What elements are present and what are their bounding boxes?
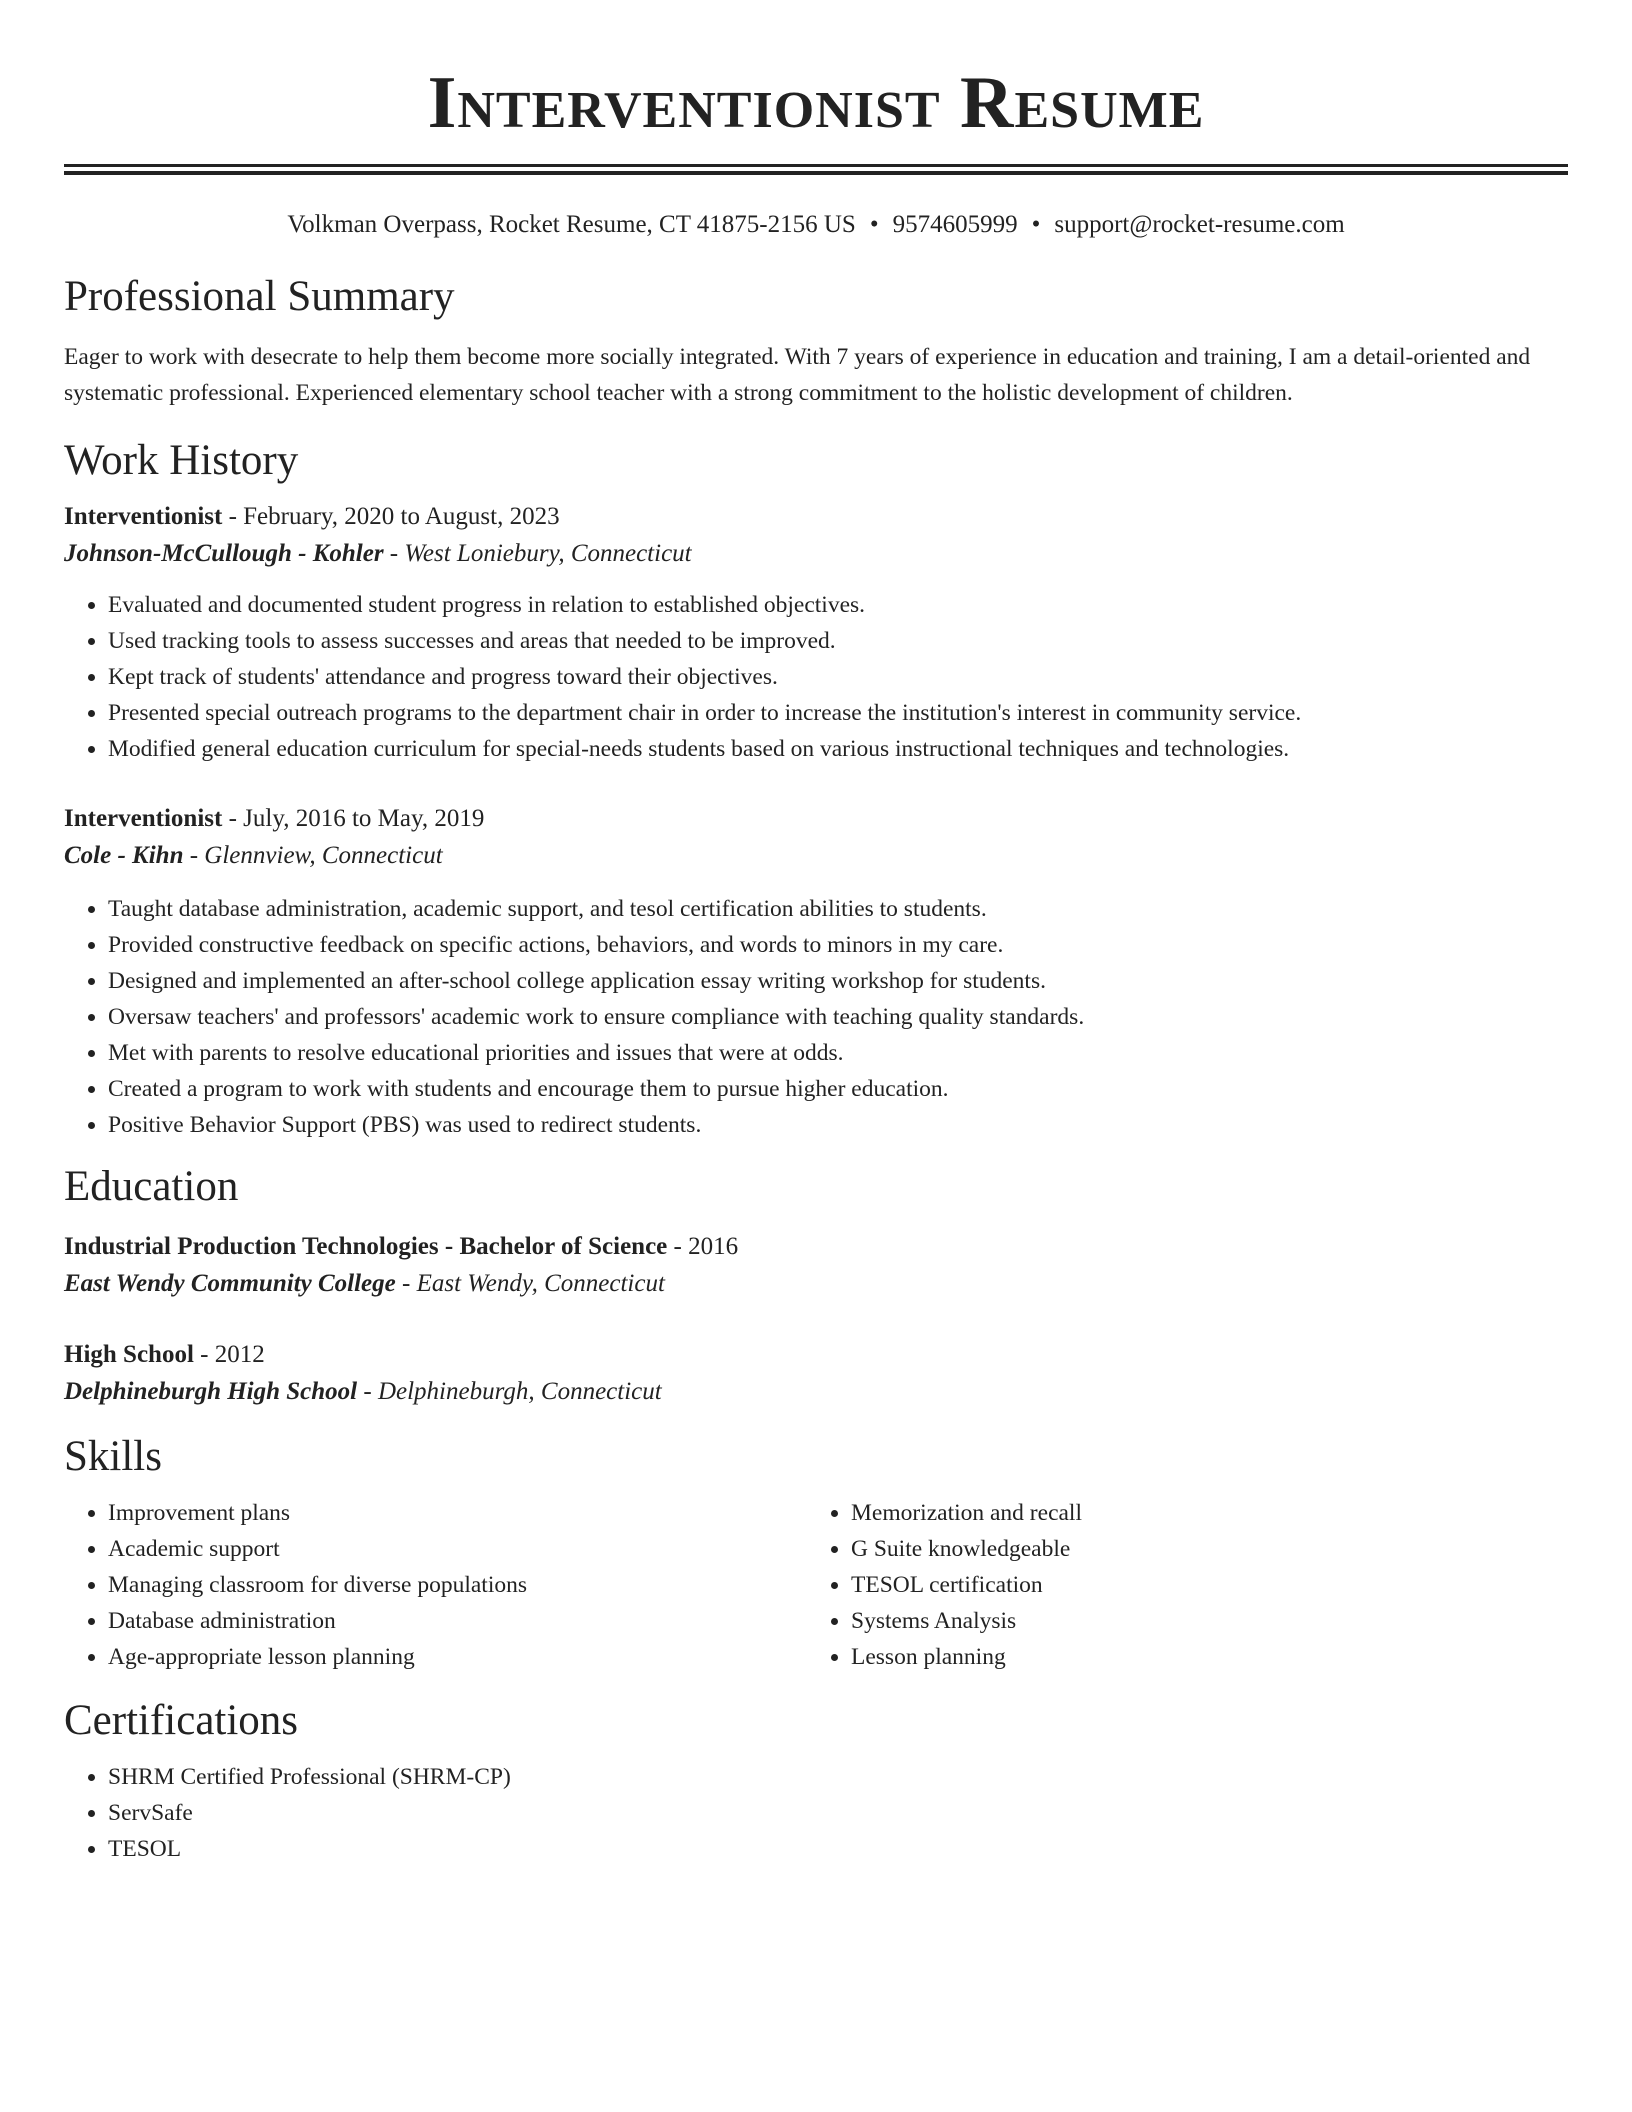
job-title: Interventionist [64, 805, 223, 832]
skills-list-left [64, 1495, 807, 1675]
school-line [64, 1373, 1568, 1411]
education-section [64, 1161, 1568, 1411]
job-company-line [64, 535, 1568, 573]
job-entry [64, 801, 1568, 1143]
job-bullet: • Kept track of students' attendance and progress toward their objectives. [108, 659, 1568, 695]
page-title: Interventionist Resume [427, 62, 1205, 144]
job-bullet: • Modified general education curriculum for special-needs students based on various instructional techniques and technologies. [108, 731, 1568, 767]
education-entry [64, 1337, 1568, 1411]
school-name: Delphineburgh High School [64, 1378, 358, 1405]
job-title-line [64, 499, 1568, 535]
certification-item: • ServSafe [108, 1795, 1568, 1831]
graduation-year: - 2012 [193, 1341, 265, 1368]
degree-line [64, 1337, 1568, 1373]
contact-separator: • [1031, 211, 1041, 238]
skill-item: • G Suite knowledgeable [851, 1531, 1550, 1567]
job-title: Interventionist [64, 503, 223, 530]
job-bullet: • Oversaw teachers' and professors' academic work to ensure compliance with teaching quality standards. [108, 999, 1568, 1035]
job-company-line [64, 837, 1568, 875]
job-bullet: • Presented special outreach programs to the department chair in order to increase the institution's interest in community service. [108, 695, 1568, 731]
section-heading: Professional Summary [64, 273, 455, 320]
section-heading: Education [64, 1163, 239, 1210]
skill-item: • Memorization and recall [851, 1495, 1550, 1531]
job-company: Cole - Kihn [64, 842, 184, 869]
job-location: - West Loniebury, Connecticut [383, 540, 692, 567]
section-heading: Work History [64, 437, 299, 484]
school-location: - Delphineburgh, Connecticut [357, 1378, 662, 1405]
skill-item: • Improvement plans [108, 1495, 807, 1531]
job-company: Johnson-McCullough - Kohler [64, 540, 384, 567]
section-heading: Skills [64, 1433, 162, 1480]
title-divider [64, 164, 1568, 175]
skills-columns [64, 1495, 1568, 1675]
job-bullet-list [64, 891, 1568, 1143]
job-bullet: • Met with parents to resolve educational priorities and issues that were at odds. [108, 1035, 1568, 1071]
skill-item: • Systems Analysis [851, 1603, 1550, 1639]
job-bullet: • Used tracking tools to assess successes and areas that needed to be improved. [108, 623, 1568, 659]
job-dates: - July, 2016 to May, 2019 [222, 805, 485, 832]
degree: Industrial Production Technologies - Bachelor of Science [64, 1233, 668, 1260]
contact-address: Volkman Overpass, Rocket Resume, CT 41875-2156 US [287, 211, 856, 238]
job-dates: - February, 2020 to August, 2023 [222, 503, 560, 530]
graduation-year: - 2016 [667, 1233, 739, 1260]
degree: High School [64, 1341, 194, 1368]
job-entry [64, 499, 1568, 767]
job-bullet: • Created a program to work with students and encourage them to pursue higher education. [108, 1071, 1568, 1107]
contact-separator: • [869, 211, 879, 238]
job-bullet: • Designed and implemented an after-school college application essay writing workshop for students. [108, 963, 1568, 999]
skill-item: • Database administration [108, 1603, 807, 1639]
contact-email: support@rocket-resume.com [1054, 211, 1345, 238]
skills-list-right [807, 1495, 1550, 1675]
education-entry [64, 1229, 1568, 1303]
job-title-line [64, 801, 1568, 837]
certifications-section [64, 1695, 1568, 1867]
skill-item: • Managing classroom for diverse populations [108, 1567, 807, 1603]
contact-line [64, 209, 1568, 241]
skill-item: • TESOL certification [851, 1567, 1550, 1603]
school-location: - East Wendy, Connecticut [395, 1270, 665, 1297]
contact-phone: 9574605999 [892, 211, 1018, 238]
school-name: East Wendy Community College [64, 1270, 396, 1297]
job-bullet-list [64, 587, 1568, 767]
skill-item: • Lesson planning [851, 1639, 1550, 1675]
school-line [64, 1265, 1568, 1303]
certification-item: • TESOL [108, 1831, 1568, 1867]
skills-section [64, 1431, 1568, 1675]
certification-item: • SHRM Certified Professional (SHRM-CP) [108, 1759, 1568, 1795]
job-bullet: • Positive Behavior Support (PBS) was used to redirect students. [108, 1107, 1568, 1143]
skill-item: • Age-appropriate lesson planning [108, 1639, 807, 1675]
job-bullet: • Evaluated and documented student progress in relation to established objectives. [108, 587, 1568, 623]
degree-line [64, 1229, 1568, 1265]
job-bullet: • Provided constructive feedback on specific actions, behaviors, and words to minors in my care. [108, 927, 1568, 963]
job-bullet: • Taught database administration, academic support, and tesol certification abilities to students. [108, 891, 1568, 927]
professional-summary-section [64, 271, 1568, 411]
job-location: - Glennview, Connecticut [183, 842, 443, 869]
certifications-list [64, 1759, 1568, 1867]
summary-text: Eager to work with desecrate to help them become more socially integrated. With 7 years of experience in education and training, I am a detail-oriented and systematic professional. Experienced elementary school teacher with a strong commitment to the holistic development of children. [64, 344, 1531, 406]
work-history-section [64, 435, 1568, 1143]
section-heading: Certifications [64, 1697, 299, 1744]
skill-item: • Academic support [108, 1531, 807, 1567]
